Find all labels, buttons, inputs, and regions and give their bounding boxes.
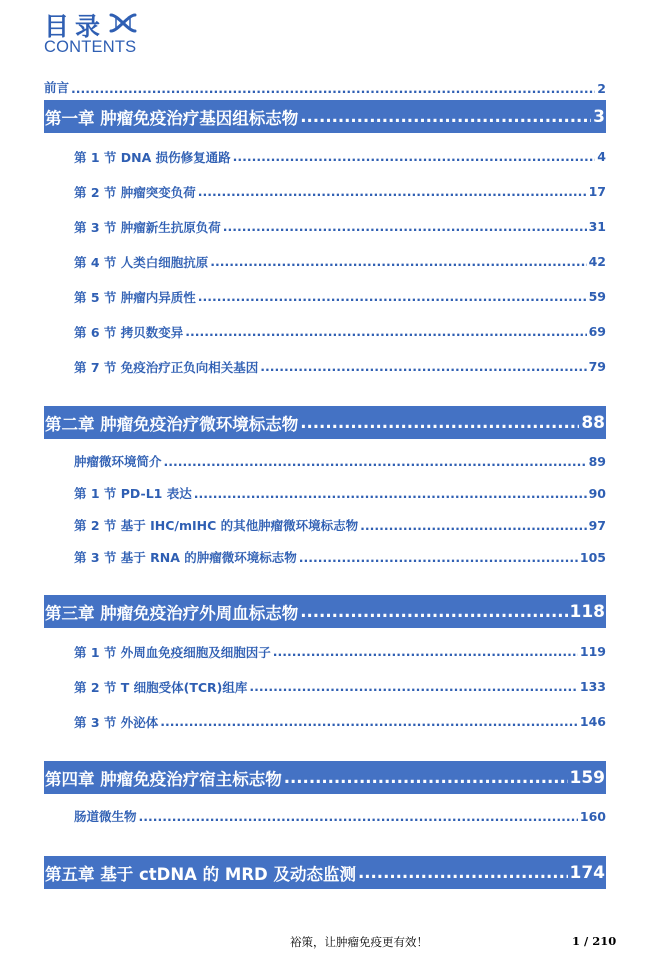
toc-header <box>44 8 138 57</box>
dot-leader <box>139 809 578 824</box>
toc-section-entry[interactable] <box>44 349 606 384</box>
table-of-contents <box>44 72 606 889</box>
dot-leader <box>284 768 568 787</box>
toc-entry-page: 4 <box>597 149 606 164</box>
dot-leader <box>249 679 578 694</box>
dot-leader <box>273 644 578 659</box>
toc-section-entry[interactable] <box>44 704 606 739</box>
toc-chapter-4[interactable] <box>44 761 606 794</box>
toc-section-entry[interactable] <box>44 477 606 509</box>
dot-leader <box>299 550 578 565</box>
toc-entry-label: 第 5 节 肿瘤内异质性 <box>74 289 196 305</box>
dot-leader <box>358 863 568 882</box>
toc-chapter-label: 第五章 基于 ctDNA 的 MRD 及动态监测 <box>45 864 356 884</box>
toc-entry-page: 17 <box>588 184 606 199</box>
toc-section-entry[interactable] <box>44 209 606 244</box>
toc-section-entry[interactable] <box>44 669 606 704</box>
toc-chapter-label: 第一章 肿瘤免疫治疗基因组标志物 <box>45 108 299 128</box>
dot-leader <box>300 602 567 621</box>
toc-entry-label: 肠道微生物 <box>74 809 137 824</box>
footer-page-number: 1 / 210 <box>572 934 617 948</box>
dot-leader <box>223 219 587 234</box>
toc-section-entry[interactable] <box>44 174 606 209</box>
dot-leader <box>300 413 579 432</box>
toc-entry-page: 2 <box>597 81 606 96</box>
toc-section-entry[interactable] <box>44 445 606 477</box>
toc-entry-label: 第 2 节 肿瘤突变负荷 <box>74 184 196 200</box>
toc-entry-label: 第 4 节 人类白细胞抗原 <box>74 254 209 270</box>
dot-leader <box>198 184 587 199</box>
toc-section-entry[interactable] <box>44 314 606 349</box>
toc-entry-page: 146 <box>579 714 606 729</box>
toc-entry-label: 第 1 节 DNA 损伤修复通路 <box>74 149 231 165</box>
toc-section-entry[interactable] <box>44 244 606 279</box>
toc-chapter-3[interactable] <box>44 595 606 628</box>
toc-entry-preface[interactable] <box>44 72 606 96</box>
toc-entry-label: 第 3 节 外泌体 <box>74 714 159 730</box>
dot-leader <box>160 714 578 729</box>
toc-entry-page: 90 <box>588 485 606 501</box>
toc-chapter-5[interactable] <box>44 856 606 889</box>
toc-entry-page: 69 <box>588 324 606 339</box>
toc-section-entry[interactable] <box>44 139 606 174</box>
toc-section-entry[interactable] <box>44 800 606 832</box>
toc-section-entry[interactable] <box>44 279 606 314</box>
toc-chapter-page: 159 <box>569 767 605 788</box>
dot-leader <box>198 289 587 304</box>
toc-entry-page: 133 <box>579 679 606 694</box>
toc-section-entry[interactable] <box>44 541 606 573</box>
dot-leader <box>185 324 586 339</box>
toc-entry-page: 89 <box>588 453 606 469</box>
toc-entry-label: 第 1 节 PD-L1 表达 <box>74 486 192 501</box>
toc-entry-label: 第 2 节 基于 IHC/mIHC 的其他肿瘤微环境标志物 <box>74 518 359 533</box>
toc-chapter-label: 第三章 肿瘤免疫治疗外周血标志物 <box>45 603 299 623</box>
toc-chapter-1[interactable] <box>44 100 606 133</box>
toc-chapter-page: 174 <box>569 862 605 883</box>
toc-section-entry[interactable] <box>44 509 606 541</box>
toc-entry-page: 31 <box>588 219 606 234</box>
toc-section-entry[interactable] <box>44 634 606 669</box>
toc-entry-page: 79 <box>588 359 606 374</box>
toc-entry-label: 肿瘤微环境简介 <box>74 454 162 469</box>
toc-entry-page: 119 <box>579 644 606 659</box>
page-footer <box>0 934 667 954</box>
toc-chapter-2[interactable] <box>44 406 606 439</box>
toc-entry-page: 59 <box>588 289 606 304</box>
dot-leader <box>300 107 591 126</box>
page-title: 目录 <box>44 12 107 41</box>
title-row <box>44 8 138 42</box>
dot-leader <box>260 359 586 374</box>
toc-entry-label: 第 7 节 免疫治疗正负向相关基因 <box>74 359 259 375</box>
toc-entry-label: 第 3 节 基于 RNA 的肿瘤微环境标志物 <box>74 550 297 565</box>
toc-entry-label: 前言 <box>44 80 70 95</box>
dot-leader <box>164 454 587 469</box>
toc-entry-label: 第 6 节 拷贝数变异 <box>74 324 184 340</box>
dot-leader <box>233 149 596 164</box>
dot-leader <box>360 518 586 533</box>
toc-entry-label: 第 3 节 肿瘤新生抗原负荷 <box>74 219 221 235</box>
footer-slogan: 裕策，让肿瘤免疫更有效！ <box>290 935 428 949</box>
toc-entry-page: 97 <box>588 517 606 533</box>
dna-icon <box>108 12 138 34</box>
dot-leader <box>71 81 595 96</box>
toc-entry-page: 105 <box>579 549 606 565</box>
page-subtitle: CONTENTS <box>44 38 137 56</box>
toc-chapter-page: 3 <box>593 106 605 127</box>
toc-chapter-label: 第四章 肿瘤免疫治疗宿主标志物 <box>45 769 282 789</box>
toc-chapter-page: 118 <box>569 601 605 622</box>
toc-entry-label: 第 2 节 T 细胞受体(TCR)组库 <box>74 679 248 695</box>
toc-chapter-page: 88 <box>581 412 605 433</box>
dot-leader <box>210 254 586 269</box>
dot-leader <box>194 486 587 501</box>
toc-chapter-label: 第二章 肿瘤免疫治疗微环境标志物 <box>45 414 299 434</box>
toc-entry-label: 第 1 节 外周血免疫细胞及细胞因子 <box>74 644 271 660</box>
toc-entry-page: 42 <box>588 254 606 269</box>
toc-entry-page: 160 <box>579 808 606 824</box>
